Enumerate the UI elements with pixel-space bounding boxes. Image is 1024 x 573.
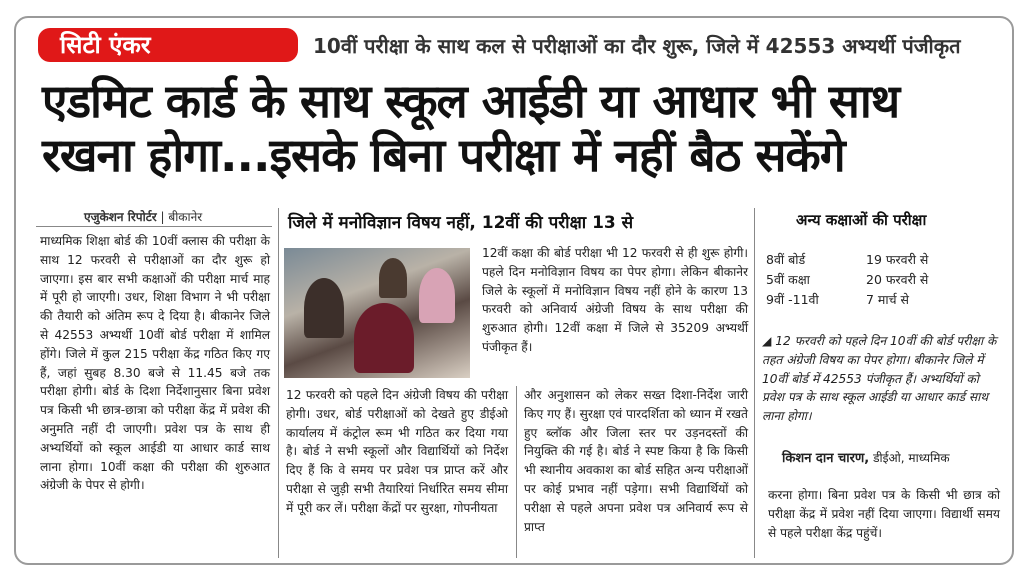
city-anchor-tag: सिटी एंकर bbox=[38, 28, 298, 62]
exam-hall-photo bbox=[284, 248, 470, 378]
article-column-1: माध्यमिक शिक्षा बोर्ड की 10वीं क्लास की परीक्षा के साथ 12 फरवरी से परीक्षाओं का दौर शुरू हो जाएगा। इस बार सभी कक्षाओं की परीक्षा मार्च माह में पूरी हो जाएगी। उधर, शिक्षा विभाग ने भी परीक्षा की तैयारी को अंतिम रूप दे दिया है। बीकानेर जिले से 42553 अभ्यर्थी 10वीं बोर्ड परीक्षा में शामिल होंगे। जिले में कुल 215 परीक्षा केंद्र गठित किए गए हैं, जहां सुबह 8.30 बजे से 11.45 बजे तक परीक्षा होगी। बोर्ड के दिशा निर्देशानुसार बिना प्रवेश पत्र किसी भी छात्र-छात्रा को परीक्षा केंद्र में प्रवेश की अनुमति नहीं दी जाएगी। प्रवेश पत्र के साथ ही अभ्यर्थियों को स्कूल आईडी या आधार कार्ड साथ लाना होगा। 10वीं कक्षा की परीक्षा की शुरुआत अंग्रेजी के पेपर से होगी। bbox=[40, 234, 270, 493]
headline-line1: एडमिट कार्ड के साथ स्कूल आईडी या आधार भी साथ bbox=[42, 74, 900, 128]
quote-title: डीईओ, माध्यमिक bbox=[873, 451, 950, 465]
byline-rule bbox=[36, 226, 272, 227]
schedule-row bbox=[766, 250, 966, 270]
column-divider-2 bbox=[516, 386, 517, 558]
schedule-class: 8वीं बोर्ड bbox=[766, 252, 806, 267]
column-divider-1 bbox=[278, 208, 279, 558]
quote-marker-icon: ◢ bbox=[762, 334, 776, 348]
schedule-date: 20 फरवरी से bbox=[866, 272, 929, 287]
other-exams-schedule bbox=[766, 250, 966, 310]
schedule-row bbox=[766, 290, 966, 310]
schedule-date: 7 मार्च से bbox=[866, 292, 909, 307]
strapline: 10वीं परीक्षा के साथ कल से परीक्षाओं का दौर शुरू, जिले में 42553 अभ्यर्थी पंजीकृत bbox=[313, 34, 961, 58]
article-column-4: करना होगा। बिना प्रवेश पत्र के किसी भी छात्र को परीक्षा केंद्र में प्रवेश नहीं दिया जाएगा। विद्यार्थी समय से पहले परीक्षा केंद्र पहुंचें। bbox=[768, 488, 1000, 540]
schedule-class: 9वीं -11वी bbox=[766, 292, 819, 307]
deo-quote bbox=[762, 332, 1000, 426]
quote-name: किशन दान चारण, bbox=[782, 451, 870, 466]
byline bbox=[84, 208, 202, 225]
schedule-class: 5वीं कक्षा bbox=[766, 272, 810, 287]
article-column-3: और अनुशासन को लेकर सख्त दिशा-निर्देश जारी किए गए हैं। सुरक्षा एवं पारदर्शिता को ध्यान में रखते हुए ब्लॉक और जिला स्तर पर उड़नदस्तों की नियुक्ति की गई है। बोर्ड ने स्पष्ट किया है कि किसी भी स्थानीय अवकाश का बोर्ड सहित अन्य परीक्षाओं पर कोई प्रभाव नहीं पड़ेगा। सभी विद्यार्थियों को परीक्षा से पहले अपना प्रवेश पत्र अनिवार्य रूप से प्राप्त bbox=[524, 388, 748, 534]
subhead-psychology: जिले में मनोविज्ञान विषय नहीं, 12वीं की परीक्षा 13 से bbox=[288, 213, 634, 233]
schedule-row bbox=[766, 270, 966, 290]
news-clipping bbox=[14, 16, 1014, 565]
subhead-other-classes: अन्य कक्षाओं की परीक्षा bbox=[796, 211, 927, 229]
quote-text: 12 फरवरी को पहले दिन 10वीं की बोर्ड परीक्षा के तहत अंग्रेजी विषय का पेपर होगा। बीकानेर जिले में 10वीं बोर्ड में 42553 पंजीकृत हैं। अभ्यर्थियों को प्रवेश पत्र के साथ स्कूल आईडी या आधार कार्ड साथ लाना होगा। bbox=[762, 334, 997, 424]
schedule-date: 19 फरवरी से bbox=[866, 252, 929, 267]
top-band bbox=[38, 28, 998, 64]
article-column-12th: 12वीं कक्षा की बोर्ड परीक्षा भी 12 फरवरी से ही शुरू होगी। पहले दिन मनोविज्ञान विषय का पेपर होगा। लेकिन बीकानेर जिले के स्कूलों में मनोविज्ञान विषय नहीं होने के कारण 13 फरवरी को अनिवार्य अंग्रेजी विषय के साथ परीक्षा की शुरुआत होगी। 12वीं कक्षा में जिले से 35209 अभ्यर्थी पंजीकृत हैं। bbox=[482, 246, 748, 354]
headline bbox=[42, 74, 992, 182]
headline-line2: रखना होगा...इसके बिना परीक्षा में नहीं बैठ सकेंगे bbox=[42, 128, 845, 182]
byline-separator: | bbox=[160, 210, 169, 224]
column-divider-right bbox=[754, 208, 755, 558]
byline-place: बीकानेर bbox=[168, 210, 203, 224]
byline-reporter: एजुकेशन रिपोर्टर bbox=[84, 210, 157, 224]
article-column-2: 12 फरवरी को पहले दिन अंग्रेजी विषय की परीक्षा होगी। उधर, बोर्ड परीक्षाओं को देखते हुए डीईओ कार्यालय में कंट्रोल रूम भी गठित कर दिया गया है। बोर्ड ने सभी स्कूलों और विद्यार्थियों को निर्देश दिए हैं कि वे समय पर प्रवेश पत्र प्राप्त करें और परीक्षा से जुड़ी सभी तैयारियां निर्धारित समय सीमा में पूरी कर लें। परीक्षा केंद्रों पर सुरक्षा, गोपनीयता bbox=[286, 388, 508, 515]
quote-signature bbox=[782, 448, 950, 466]
